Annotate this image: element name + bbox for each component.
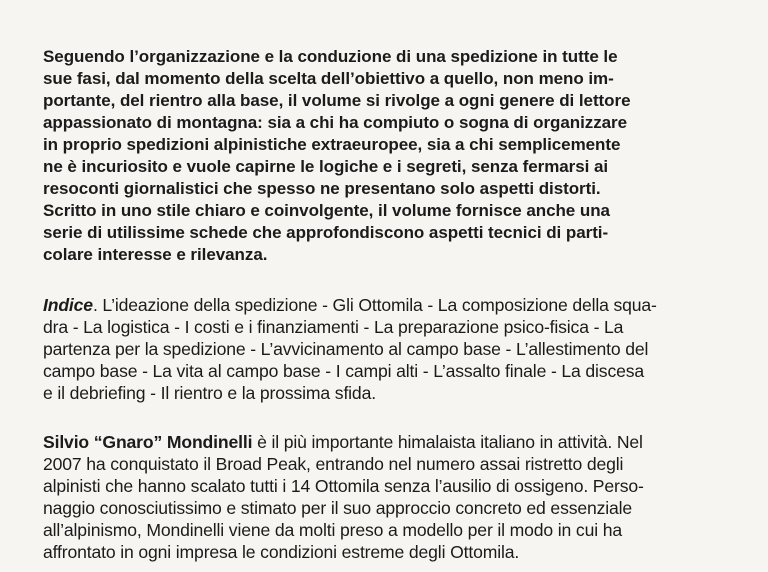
- author-line: naggio conosciutissimo e stimato per il suo approccio concreto ed essenziale: [43, 498, 633, 518]
- index-line: dra - La logistica - I costi e i finanziamenti - La preparazione psico-fisica - La: [43, 317, 624, 337]
- intro-line: Scritto in uno stile chiaro e coinvolgente, il volume fornisce anche una: [43, 201, 610, 220]
- author-line: 2007 ha conquistato il Broad Peak, entrando nel numero assai ristretto degli: [43, 454, 624, 474]
- author-paragraph: [43, 431, 740, 563]
- intro-line: colare interesse e rilevanza.: [43, 245, 268, 264]
- index-paragraph: [43, 294, 740, 404]
- author-line: all’alpinismo, Mondinelli viene da molti preso a modello per il modo in cui ha: [43, 520, 622, 540]
- index-line-text: . L’ideazione della spedizione - Gli Ottomila - La composizione della squa-: [92, 295, 657, 315]
- intro-line: appassionato di montagna: sia a chi ha compiuto o sogna di organizzare: [43, 113, 628, 132]
- author-name: Silvio “Gnaro” Mondinelli: [43, 432, 253, 452]
- author-line: alpinisti che hanno scalato tutti i 14 Ottomila senza l’ausilio di ossigeno. Perso-: [43, 476, 644, 496]
- index-label: Indice: [43, 295, 93, 315]
- intro-line: ne è incuriosito e vuole capirne le logiche e i segreti, senza fermarsi ai: [43, 157, 609, 176]
- index-line: partenza per la spedizione - L’avvicinamento al campo base - L’allestimento del: [43, 339, 649, 359]
- intro-line: portante, del rientro alla base, il volume si rivolge a ogni genere di lettore: [43, 91, 631, 110]
- intro-paragraph: [43, 46, 740, 266]
- index-line: campo base - La vita al campo base - I campi alti - L’assalto finale - La discesa: [43, 361, 645, 381]
- intro-line: serie di utilissime schede che approfondiscono aspetti tecnici di parti-: [43, 223, 609, 242]
- author-line: affrontato in ogni impresa le condizioni estreme degli Ottomila.: [43, 542, 520, 562]
- index-line: e il debriefing - Il rientro e la prossima sfida.: [43, 383, 376, 403]
- intro-line: resoconti giornalistici che spesso ne presentano solo aspetti distorti.: [43, 179, 601, 198]
- intro-line: Seguendo l’organizzazione e la conduzione di una spedizione in tutte le: [43, 47, 618, 66]
- author-line: [43, 431, 740, 453]
- author-line-text: è il più importante himalaista italiano in attività. Nel: [252, 432, 643, 452]
- intro-line: sue fasi, dal momento della scelta dell’obiettivo a quello, non meno im-: [43, 69, 614, 88]
- index-line: [43, 294, 740, 316]
- intro-line: in proprio spedizioni alpinistiche extraeuropee, sia a chi semplicemente: [43, 135, 621, 154]
